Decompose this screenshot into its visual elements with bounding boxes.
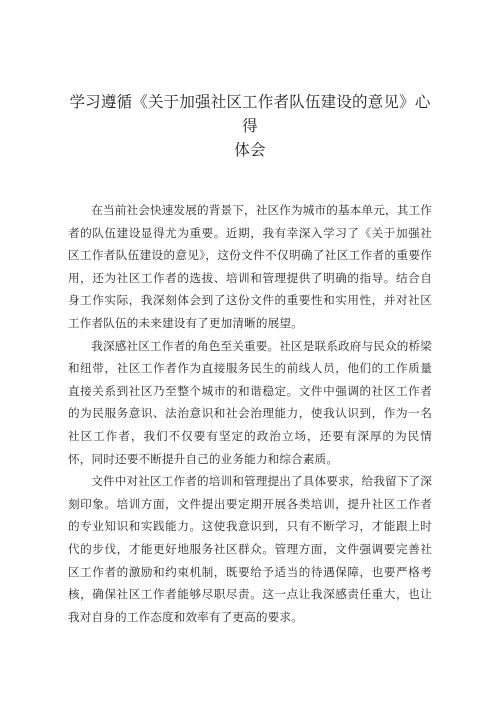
document-title-line-1: 学习遵循《关于加强社区工作者队伍建设的意见》心得 bbox=[69, 93, 431, 135]
document-title bbox=[68, 90, 432, 162]
document-title-line-2: 体会 bbox=[234, 141, 266, 159]
document-body bbox=[68, 199, 432, 628]
paragraph-1: 在当前社会快速发展的背景下，社区作为城市的基本单元，其工作者的队伍建设显得尤为重要。近期，我有幸深入学习了《关于加强社区工作者队伍建设的意见》，这份文件不仅明确了社区工作者的重要作用，还为社区工作者的选拔、培训和管理提供了明确的指导。结合自身工作实际，我深刻体会到了这份文件的重要性和实用性，并对社区工作者队伍的未来建设有了更加清晰的展望。 bbox=[68, 203, 432, 330]
paragraph-3: 文件中对社区工作者的培训和管理提出了具体要求，给我留下了深刻印象。培训方面，文件提出要定期开展各类培训，提升社区工作者的专业知识和实践能力。这使我意识到，只有不断学习，才能跟上时代的步伐，才能更好地服务社区群众。管理方面，文件强调要完善社区工作者的激励和约束机制，既要给予适当的待遇保障，也要严格考核，确保社区工作者能够尽职尽责。这一点让我深感责任重大，也让我对自身的工作态度和效率有了更高的要求。 bbox=[68, 474, 432, 624]
paragraph-2: 我深感社区工作者的角色至关重要。社区是联系政府与民众的桥梁和纽带，社区工作者作为直接服务民生的前线人员，他们的工作质量直接关系到社区乃至整个城市的和谐稳定。文件中强调的社区工作者的为民服务意识、法治意识和社会治理能力，使我认识到，作为一名社区工作者，我们不仅要有坚定的政治立场，还要有深厚的为民情怀，同时还要不断提升自己的业务能力和综合素质。 bbox=[68, 338, 432, 466]
